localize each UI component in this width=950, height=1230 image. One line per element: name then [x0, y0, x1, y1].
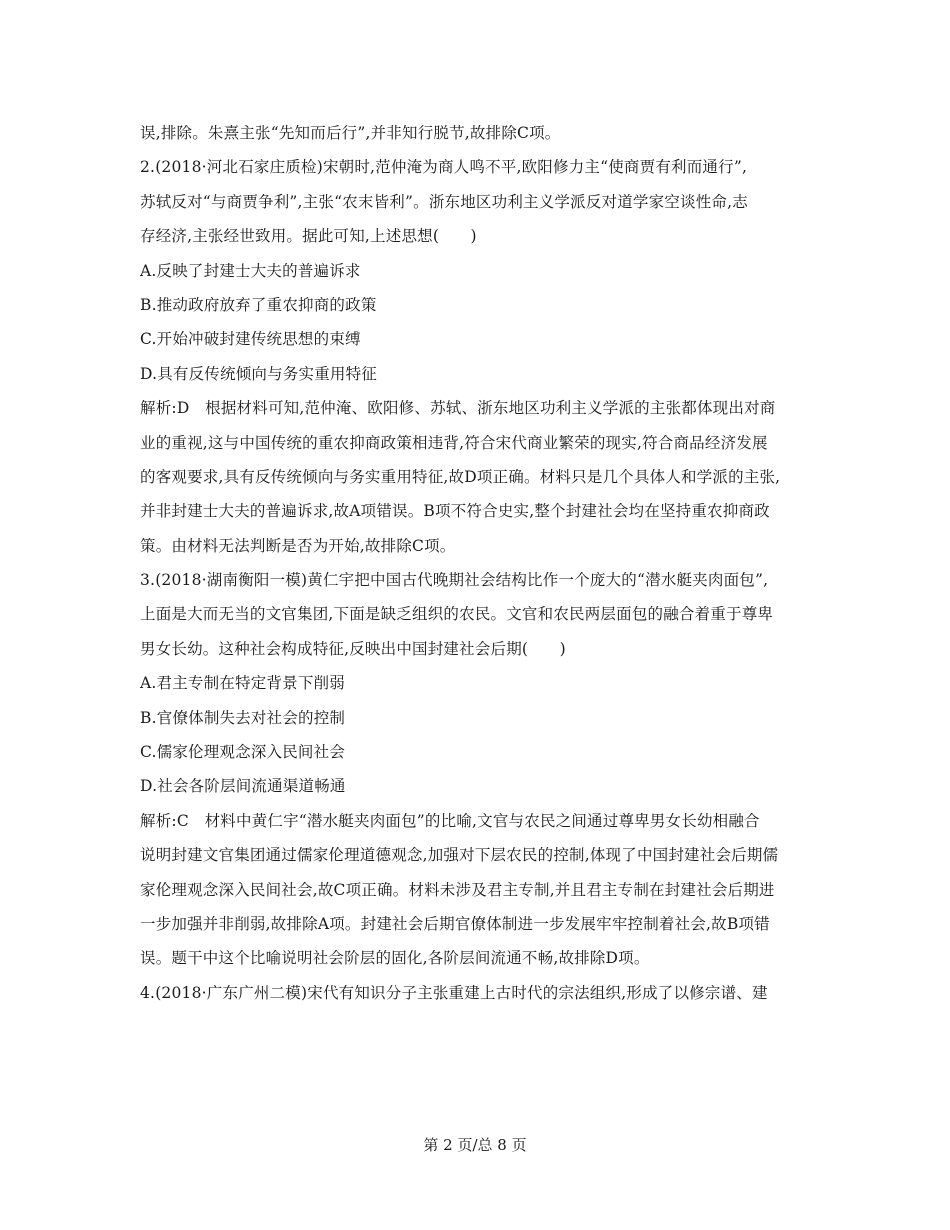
option-c: C.儒家伦理观念深入民间社会	[140, 743, 346, 762]
text-line: 苏轼反对“与商贾争利”,主张“农末皆利”。浙东地区功利主义学派反对道学家空谈性命,志	[140, 192, 748, 211]
text-line: 策。由材料无法判断是否为开始,故排除C项。	[140, 536, 456, 555]
page-content	[140, 116, 820, 1010]
question-2-stem: 2.(2018·河北石家庄质检)宋朝时,范仲淹为商人鸣不平,欧阳修力主“使商贾有利而通行”,	[140, 158, 748, 177]
question-3-stem: 3.(2018·湖南衡阳一模)黄仁宇把中国古代晚期社会结构比作一个庞大的“潜水艇夹肉面包”,	[140, 571, 769, 590]
text-line: 并非封建士大夫的普遍诉求,故A项错误。B项不符合史实,整个封建社会均在坚持重农抑商政	[140, 502, 770, 521]
text-line: 男女长幼。这种社会构成特征,反映出中国封建社会后期( )	[140, 639, 566, 658]
page-number-footer: 第 2 页/总 8 页	[423, 1136, 527, 1154]
text-line: 误,排除。朱熹主张“先知而后行”,并非知行脱节,故排除C项。	[140, 124, 561, 142]
text-line: 说明封建文官集团通过儒家伦理道德观念,加强对下层农民的控制,体现了中国封建社会后期儒	[140, 846, 779, 865]
text-line: 一步加强并非削弱,故排除A项。封建社会后期官僚体制进一步发展牢牢控制着社会,故B项错	[140, 914, 770, 933]
text-line: 上面是大而无当的文官集团,下面是缺乏组织的农民。文官和农民两层面包的融合着重于尊卑	[140, 605, 774, 624]
option-a: A.反映了封建士大夫的普遍诉求	[140, 261, 361, 280]
question-4-stem: 4.(2018·广东广州二模)宋代有知识分子主张重建上古时代的宗法组织,形成了以修宗谱、建	[140, 983, 768, 1002]
analysis-2: 解析:D 根据材料可知,范仲淹、欧阳修、苏轼、浙东地区功利主义学派的主张都体现出对商	[140, 399, 776, 418]
option-d: D.具有反传统倾向与务实重用特征	[140, 364, 378, 383]
analysis-3: 解析:C 材料中黄仁宇“潜水艇夹肉面包”的比喻,文官与农民之间通过尊卑男女长幼相融合	[140, 811, 760, 830]
text-line: 的客观要求,具有反传统倾向与务实重用特征,故D项正确。材料只是几个具体人和学派的主张,	[140, 467, 781, 486]
option-c: C.开始冲破封建传统思想的束缚	[140, 330, 361, 349]
option-a: A.君主专制在特定背景下削弱	[140, 674, 345, 693]
option-b: B.推动政府放弃了重农抑商的政策	[140, 295, 377, 314]
option-b: B.官僚体制失去对社会的控制	[140, 708, 346, 727]
text-line: 业的重视,这与中国传统的重农抑商政策相违背,符合宋代商业繁荣的现实,符合商品经济发展	[140, 433, 768, 452]
option-d: D.社会各阶层间流通渠道畅通	[140, 777, 346, 796]
text-line: 存经济,主张经世致用。据此可知,上述思想( )	[140, 227, 477, 246]
text-line: 家伦理观念深入民间社会,故C项正确。材料未涉及君主专制,并且君主专制在封建社会后期进	[140, 880, 775, 899]
text-line: 误。题干中这个比喻说明社会阶层的固化,各阶层间流通不畅,故排除D项。	[140, 949, 650, 968]
